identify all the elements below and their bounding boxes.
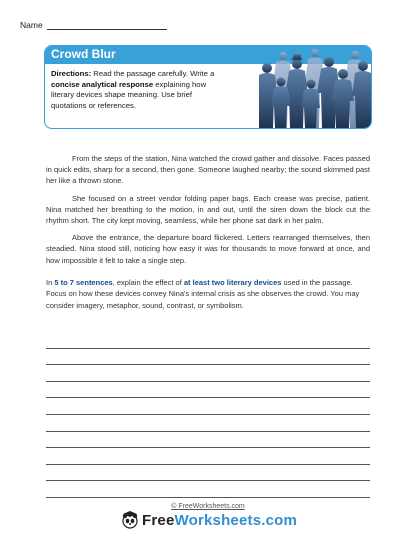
- footer-brand-logo[interactable]: [121, 511, 297, 529]
- name-blank-line[interactable]: [47, 20, 167, 30]
- answer-line[interactable]: [46, 398, 370, 415]
- answer-line[interactable]: [46, 432, 370, 449]
- footer-copyright[interactable]: [0, 503, 416, 510]
- passage-paragraph-3: Above the entrance, the departure board flickered. Letters rearranged themselves, then steadied. Nina stood still, noticing how easy it was for thousands to move forward at once, and how impossible it felt to take a single step.: [46, 233, 370, 265]
- answer-line[interactable]: [46, 332, 370, 349]
- answer-line[interactable]: [46, 481, 370, 498]
- passage-paragraph-2: She focused on a street vendor folding paper bags. Each crease was precise, patient. Nina matched her breathing to the motion, in and out, until the siren down the block cut the rhythm short. The city kept moving, seamless, while her phone sat dark in her palm.: [46, 193, 370, 226]
- directions-label: Directions:: [51, 69, 92, 78]
- answer-line[interactable]: [46, 415, 370, 432]
- brand-wordmark: [142, 512, 297, 529]
- answer-line[interactable]: [46, 465, 370, 482]
- prompt-part-3: used in the passage. Focus on how these devices convey Nina's internal crisis as she observes the crowd. You may consider imagery, metaphor, sound, contrast, or symbolism.: [46, 278, 360, 310]
- passage-paragraph-1: From the steps of the station, Nina watched the crowd gather and dissolve. Faces passed in quick edits, sharp for a second, then gone. Someone laughed nearby; the sound skimmed past her like a thrown stone.: [46, 154, 370, 186]
- reading-passage: [46, 153, 370, 272]
- footer-copyright-text[interactable]: © FreeWorksheets.com: [171, 503, 245, 510]
- directions-card: [44, 45, 372, 129]
- prompt-device-count: at least two literary devices: [183, 278, 282, 287]
- name-label: Name: [20, 20, 43, 30]
- prompt-part-2: , explain the effect of: [112, 278, 184, 287]
- panda-graduate-icon: [121, 511, 139, 529]
- prompt-sentence-count: 5 to 7 sentences: [54, 278, 113, 287]
- directions-part-1: Read the passage carefully. Write a: [91, 69, 215, 78]
- worksheet-title: Crowd Blur: [51, 47, 116, 61]
- brand-free-text: Free: [142, 511, 175, 529]
- answer-line[interactable]: [46, 365, 370, 382]
- answer-line[interactable]: [46, 349, 370, 366]
- directions-text: [51, 69, 229, 111]
- name-field: [20, 20, 167, 30]
- crowd-silhouettes-illustration: [259, 46, 371, 128]
- brand-worksheets-text: Worksheets.com: [174, 511, 298, 529]
- answer-lines[interactable]: [46, 332, 370, 498]
- answer-line[interactable]: [46, 448, 370, 465]
- answer-line[interactable]: [46, 382, 370, 399]
- writing-prompt: [46, 277, 374, 311]
- directions-part-2: explaining how literary devices shape meaning. Use brief quotations or references.: [51, 79, 207, 110]
- prompt-part-1: In: [46, 278, 55, 287]
- directions-emphasis: concise analytical response: [51, 79, 154, 89]
